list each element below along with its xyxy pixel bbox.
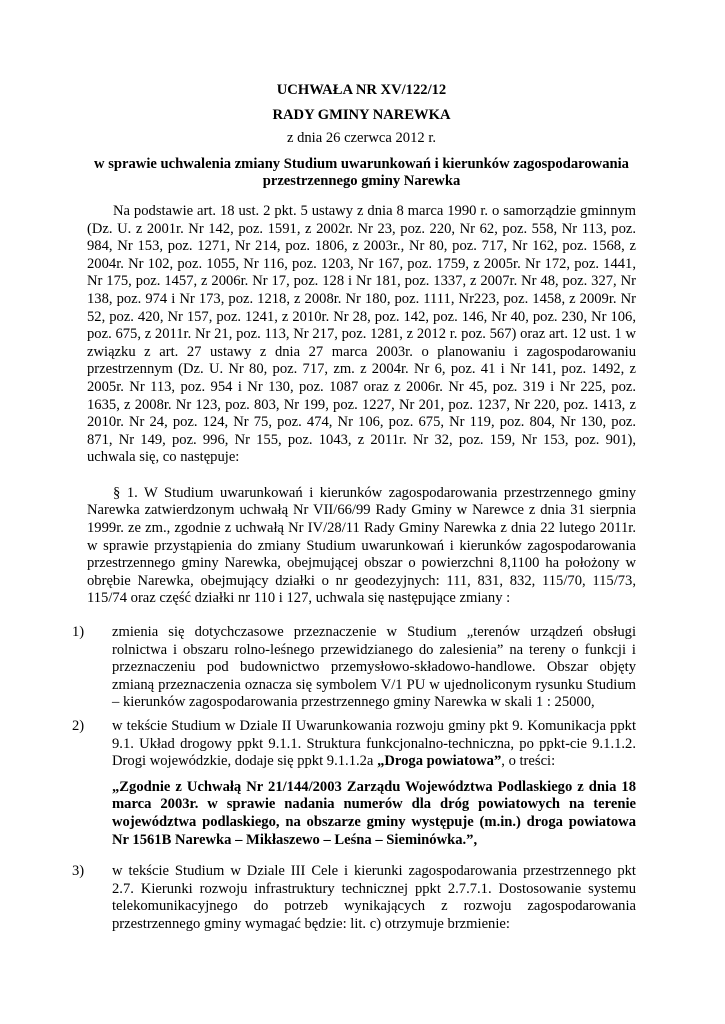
list-item-text: w tekście Studium w Dziale II Uwarunkowania rozwoju gminy pkt 9. Komunikacja ppkt 9.1. Układ drogowy ppkt 9.1.1. Struktura funkcjonalno-techniczna, po ppkt-cie 9.1.1.2. Drogi wojewódzkie, dodaje się ppkt 9.1.1.2a: [112, 718, 636, 770]
resolution-subject: w sprawie uchwalenia zmiany Studium uwarunkowań i kierunków zagospodarowania przestrzennego gminy Narewka: [94, 155, 629, 190]
list-item-text: zmienia się dotychczasowe przeznaczenie w Studium „terenów urządzeń obsługi rolnictwa i obszaru rolno-leśnego przewidzianego do zalesienia” na tereny o funkcji i przeznaczeniu pod budownictwo przemysłowo-składowo-handlowe. Obszar objęty zmianą przeznaczenia oznacza się symbolem V/1 PU w ujednoliconym rysunku Studium – kierunków zagospodarowania przestrzennego gminy Narewka w skali 1 : 25000,: [112, 624, 636, 711]
section-heading-quote: „Droga powiatowa”: [377, 753, 502, 770]
list-item-number: 2): [72, 718, 85, 734]
list-item-number: 1): [72, 624, 85, 641]
section-1-paragraph: § 1. W Studium uwarunkowań i kierunków zagospodarowania przestrzennego gminy Narewka zatwierdzonym uchwałą Nr VII/66/99 Rady Gminy w Narewce z dnia 31 sierpnia 1999r. ze zm., zgodnie z uchwałą Nr IV/28/11 Rady Gminy Narewka z dnia 22 lutego 2011r. w sprawie przystąpienia do zmiany Studium uwarunkowań i kierunków zagospodarowania przestrzennego gminy Narewka, obejmującej obszar o powierzchni 8,1100 ha położony w obrębie Narewka, obejmujący działki o nr geodezyjnych: 111, 831, 832, 115/70, 115/73, 115/74 oraz część działki nr 110 i 127, uchwala się następujące zmiany :: [87, 484, 636, 607]
list-item-text: w tekście Studium w Dziale III Cele i kierunki zagospodarowania przestrzennego pkt 2.7. Kierunki rozwoju infrastruktury technicznej ppkt 2.7.7.1. Dostosowanie systemu telekomunikacyjnego do potrzeb wynikających z rozwoju zagospodarowania przestrzennego gminy wymagać będzie: lit. c) otrzymuje brzmienie:: [112, 863, 636, 932]
list-item: [72, 863, 636, 933]
list-item-tail: , o treści:: [501, 753, 556, 770]
document-page: [72, 80, 636, 940]
legal-basis-paragraph: Na podstawie art. 18 ust. 2 pkt. 5 ustawy z dnia 8 marca 1990 r. o samorządzie gminnym (Dz. U. z 2001r. Nr 142, poz. 1591, z 2002r. Nr 23, poz. 220, Nr 62, poz. 558, Nr 113, poz. 984, Nr 153, poz. 1271, Nr 214, poz. 1806, z 2003r., Nr 80, poz. 717, Nr 162, poz. 1568, z 2004r. Nr 102, poz. 1055, Nr 116, poz. 1203, Nr 167, poz. 1759, z 2005r. Nr 172, poz. 1441, Nr 175, poz. 1457, z 2006r. Nr 17, poz. 128 i Nr 181, poz. 1337, z 2007r. Nr 48, poz. 327, Nr 138, poz. 974 i Nr 173, poz. 1218, z 2008r. Nr 180, poz. 1111, Nr223, poz. 1458, z 2009r. Nr 52, poz. 420, Nr 157, poz. 1241, z 2010r. Nr 28, poz. 142, poz. 146, Nr 40, poz. 230, Nr 106, poz. 675, z 2011r. Nr 21, poz. 113, Nr 217, poz. 1281, z 2012 r. poz. 567) oraz art. 12 ust. 1 w związku z art. 27 ustawy z dnia 27 marca 2003r. o planowaniu i zagospodarowaniu przestrzennym (Dz. U. Nr 80, poz. 717, zm. z 2004r. Nr 6, poz. 41 i Nr 141, poz. 1492, z 2005r. Nr 113, poz. 954 i Nr 130, poz. 1087 oraz z 2006r. Nr 45, poz. 319 i Nr 225, poz. 1635, z 2008r. Nr 123, poz. 803, Nr 199, poz. 1227, Nr 201, poz. 1237, Nr 220, poz. 1413, z 2010r. Nr 24, poz. 124, Nr 75, poz. 474, Nr 106, poz. 675, Nr 119, poz. 804, Nr 130, poz. 871, Nr 149, poz. 996, Nr 155, poz. 1043, z 2011r. Nr 32, poz. 159, Nr 153, poz. 901), uchwala się, co następuje:: [87, 202, 636, 466]
resolution-date: z dnia 26 czerwca 2012 r.: [286, 130, 437, 147]
amendments-list: [72, 624, 636, 934]
council-name: RADY GMINY NAREWKA: [272, 106, 451, 123]
list-item: [72, 624, 636, 712]
list-item: [72, 718, 636, 771]
resolution-number: UCHWAŁA NR XV/122/12: [276, 82, 447, 98]
list-item-number: 3): [72, 863, 85, 880]
quoted-provision: „Zgodnie z Uchwałą Nr 21/144/2003 Zarządu Województwa Podlaskiego z dnia 18 marca 2003r. w sprawie nadania numerów dla dróg powiatowych na terenie województwa podlaskiego, na obszarze gminy występuje (m.in.) droga powiatowa Nr 1561B Narewka – Mikłaszewo – Leśna – Sieminówka.”,: [112, 778, 636, 848]
